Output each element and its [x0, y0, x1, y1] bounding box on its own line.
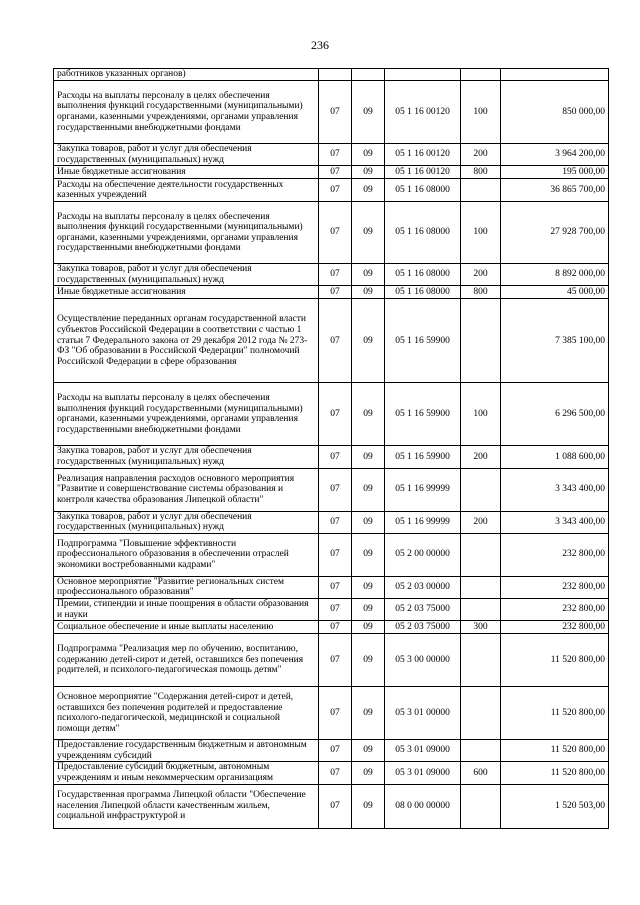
cell-amount: 1 088 600,00: [501, 446, 609, 468]
cell-subsection: 09: [352, 762, 385, 784]
cell-amount: 8 892 000,00: [501, 264, 609, 286]
cell-subsection: [352, 69, 385, 81]
cell-subsection: 09: [352, 621, 385, 634]
page-number: 236: [311, 38, 329, 52]
cell-name: Основное мероприятие "Содержания детей-сирот и детей, оставшихся без попечения родителей и предоставление психолого-педагогической, медицинской и социальной помощи детям": [54, 687, 319, 740]
cell-article: 05 1 16 08000: [385, 179, 461, 202]
cell-amount: 850 000,00: [501, 81, 609, 144]
table-row: [54, 144, 609, 166]
cell-amount: [501, 69, 609, 81]
cell-article: 05 2 03 75000: [385, 621, 461, 634]
table-row: [54, 621, 609, 634]
table-row: [54, 202, 609, 264]
cell-amount: 232 800,00: [501, 533, 609, 576]
table-row: [54, 598, 609, 620]
cell-subsection: 09: [352, 576, 385, 598]
table-row: [54, 383, 609, 446]
cell-subsection: 09: [352, 286, 385, 299]
table-row: [54, 69, 609, 81]
cell-article: 05 1 16 00120: [385, 144, 461, 166]
cell-subsection: 09: [352, 383, 385, 446]
cell-amount: 11 520 800,00: [501, 687, 609, 740]
cell-expense-type: [461, 687, 501, 740]
cell-expense-type: 800: [461, 286, 501, 299]
table-row: [54, 264, 609, 286]
cell-article: 05 1 16 59900: [385, 446, 461, 468]
cell-article: 05 3 01 00000: [385, 687, 461, 740]
cell-amount: 3 343 400,00: [501, 468, 609, 511]
cell-expense-type: [461, 299, 501, 383]
cell-name: Предоставление субсидий бюджетным, автономным учреждениям и иным некоммерческим организациям: [54, 762, 319, 784]
cell-name: работников указанных органов): [54, 69, 319, 81]
cell-subsection: 09: [352, 299, 385, 383]
cell-expense-type: [461, 69, 501, 81]
cell-name: Реализация направления расходов основного мероприятия "Развитие и совершенствование системы образования и контроля качества образования Липецкой области": [54, 468, 319, 511]
cell-article: [385, 69, 461, 81]
cell-expense-type: [461, 576, 501, 598]
cell-amount: 232 800,00: [501, 621, 609, 634]
cell-subsection: 09: [352, 784, 385, 828]
cell-expense-type: 200: [461, 446, 501, 468]
cell-subsection: 09: [352, 740, 385, 762]
cell-expense-type: [461, 533, 501, 576]
table-row: [54, 299, 609, 383]
cell-amount: 11 520 800,00: [501, 762, 609, 784]
cell-article: 05 3 00 00000: [385, 634, 461, 687]
budget-table: [53, 68, 609, 829]
cell-article: 05 2 03 75000: [385, 598, 461, 620]
cell-subsection: 09: [352, 144, 385, 166]
cell-amount: 3 964 200,00: [501, 144, 609, 166]
cell-amount: 36 865 700,00: [501, 179, 609, 202]
cell-article: 05 1 16 08000: [385, 286, 461, 299]
table-row: [54, 81, 609, 144]
cell-article: 05 3 01 09000: [385, 740, 461, 762]
cell-subsection: 09: [352, 81, 385, 144]
cell-expense-type: 100: [461, 383, 501, 446]
cell-amount: 6 296 500,00: [501, 383, 609, 446]
cell-expense-type: [461, 740, 501, 762]
table-row: [54, 576, 609, 598]
cell-expense-type: [461, 598, 501, 620]
cell-section: 07: [319, 166, 352, 179]
cell-amount: 11 520 800,00: [501, 634, 609, 687]
cell-article: 05 1 16 99999: [385, 511, 461, 533]
cell-section: 07: [319, 687, 352, 740]
cell-subsection: 09: [352, 446, 385, 468]
cell-section: 07: [319, 144, 352, 166]
cell-article: 05 1 16 00120: [385, 166, 461, 179]
cell-section: 07: [319, 621, 352, 634]
cell-name: Иные бюджетные ассигнования: [54, 286, 319, 299]
cell-name: Государственная программа Липецкой области "Обеспечение населения Липецкой области качественным жильем, социальной инфраструктурой и: [54, 784, 319, 828]
cell-article: 05 2 03 00000: [385, 576, 461, 598]
cell-name: Закупка товаров, работ и услуг для обеспечения государственных (муниципальных) нужд: [54, 446, 319, 468]
cell-subsection: 09: [352, 264, 385, 286]
table-row: [54, 687, 609, 740]
cell-name: Социальное обеспечение и иные выплаты населению: [54, 621, 319, 634]
cell-article: 05 1 16 08000: [385, 264, 461, 286]
cell-amount: 232 800,00: [501, 576, 609, 598]
cell-section: 07: [319, 299, 352, 383]
table-row: [54, 166, 609, 179]
cell-amount: 7 385 100,00: [501, 299, 609, 383]
cell-amount: 27 928 700,00: [501, 202, 609, 264]
cell-expense-type: 600: [461, 762, 501, 784]
cell-subsection: 09: [352, 634, 385, 687]
table-row: [54, 762, 609, 784]
cell-section: 07: [319, 634, 352, 687]
cell-name: Расходы на выплаты персоналу в целях обеспечения выполнения функций государственными (муниципальными) органами, казенными учреждениями, органами управления государственными внебюджетными фондами: [54, 202, 319, 264]
cell-section: 07: [319, 383, 352, 446]
cell-section: 07: [319, 740, 352, 762]
cell-section: 07: [319, 762, 352, 784]
cell-amount: 1 520 503,00: [501, 784, 609, 828]
cell-article: 05 1 16 59900: [385, 383, 461, 446]
cell-article: 05 3 01 09000: [385, 762, 461, 784]
table-row: [54, 446, 609, 468]
table-row: [54, 286, 609, 299]
cell-expense-type: 800: [461, 166, 501, 179]
cell-article: 05 1 16 00120: [385, 81, 461, 144]
cell-section: 07: [319, 576, 352, 598]
cell-name: Расходы на выплаты персоналу в целях обеспечения выполнения функций государственными (муниципальными) органами, казенными учреждениями, органами управления государственными внебюджетными фондами: [54, 81, 319, 144]
cell-section: 07: [319, 446, 352, 468]
table-row: [54, 634, 609, 687]
cell-name: Иные бюджетные ассигнования: [54, 166, 319, 179]
cell-name: Закупка товаров, работ и услуг для обеспечения государственных (муниципальных) нужд: [54, 511, 319, 533]
cell-section: 07: [319, 784, 352, 828]
cell-section: 07: [319, 468, 352, 511]
cell-expense-type: [461, 179, 501, 202]
cell-expense-type: 100: [461, 202, 501, 264]
cell-expense-type: 300: [461, 621, 501, 634]
cell-name: Предоставление государственным бюджетным и автономным учреждениям субсидий: [54, 740, 319, 762]
cell-section: 07: [319, 264, 352, 286]
cell-article: 05 1 16 99999: [385, 468, 461, 511]
cell-name: Основное мероприятие "Развитие региональных систем профессионального образования": [54, 576, 319, 598]
cell-section: 07: [319, 511, 352, 533]
cell-subsection: 09: [352, 202, 385, 264]
cell-section: [319, 69, 352, 81]
cell-section: 07: [319, 533, 352, 576]
cell-section: 07: [319, 598, 352, 620]
cell-expense-type: 100: [461, 81, 501, 144]
table-row: [54, 511, 609, 533]
table-row: [54, 533, 609, 576]
cell-expense-type: [461, 468, 501, 511]
cell-section: 07: [319, 202, 352, 264]
cell-expense-type: [461, 784, 501, 828]
cell-name: Подпрограмма "Повышение эффективности профессионального образования в обеспечении отраслей экономики востребованными кадрами": [54, 533, 319, 576]
cell-section: 07: [319, 179, 352, 202]
cell-expense-type: 200: [461, 511, 501, 533]
cell-article: 05 2 00 00000: [385, 533, 461, 576]
cell-expense-type: [461, 634, 501, 687]
cell-subsection: 09: [352, 468, 385, 511]
cell-name: Подпрограмма "Реализация мер по обучению, воспитанию, содержанию детей-сирот и детей, оставшихся без попечения родителей, и психолого-педагогическая помощь детям": [54, 634, 319, 687]
cell-amount: 11 520 800,00: [501, 740, 609, 762]
table-row: [54, 468, 609, 511]
table-row: [54, 740, 609, 762]
cell-subsection: 09: [352, 687, 385, 740]
cell-name: Премии, стипендии и иные поощрения в области образования и науки: [54, 598, 319, 620]
cell-subsection: 09: [352, 533, 385, 576]
cell-name: Расходы на выплаты персоналу в целях обеспечения выполнения функций государственными (муниципальными) органами, казенными учреждениями, органами управления государственными внебюджетными фондами: [54, 383, 319, 446]
cell-subsection: 09: [352, 166, 385, 179]
cell-subsection: 09: [352, 598, 385, 620]
cell-subsection: 09: [352, 179, 385, 202]
cell-name: Осуществление переданных органам государственной власти субъектов Российской Федерации в соответствии с частью 1 статьи 7 Федерального закона от 29 декабря 2012 года № 273-ФЗ "Об образовании в Российской Федерации" полномочий Российской Федерации в сфере образования: [54, 299, 319, 383]
cell-expense-type: 200: [461, 264, 501, 286]
cell-expense-type: 200: [461, 144, 501, 166]
cell-name: Закупка товаров, работ и услуг для обеспечения государственных (муниципальных) нужд: [54, 264, 319, 286]
table-row: [54, 784, 609, 828]
cell-amount: 45 000,00: [501, 286, 609, 299]
cell-name: Закупка товаров, работ и услуг для обеспечения государственных (муниципальных) нужд: [54, 144, 319, 166]
cell-amount: 232 800,00: [501, 598, 609, 620]
table-row: [54, 179, 609, 202]
cell-amount: 195 000,00: [501, 166, 609, 179]
cell-section: 07: [319, 286, 352, 299]
cell-section: 07: [319, 81, 352, 144]
cell-name: Расходы на обеспечение деятельности государственных казенных учреждений: [54, 179, 319, 202]
cell-article: 05 1 16 59900: [385, 299, 461, 383]
cell-article: 05 1 16 08000: [385, 202, 461, 264]
cell-subsection: 09: [352, 511, 385, 533]
cell-amount: 3 343 400,00: [501, 511, 609, 533]
cell-article: 08 0 00 00000: [385, 784, 461, 828]
